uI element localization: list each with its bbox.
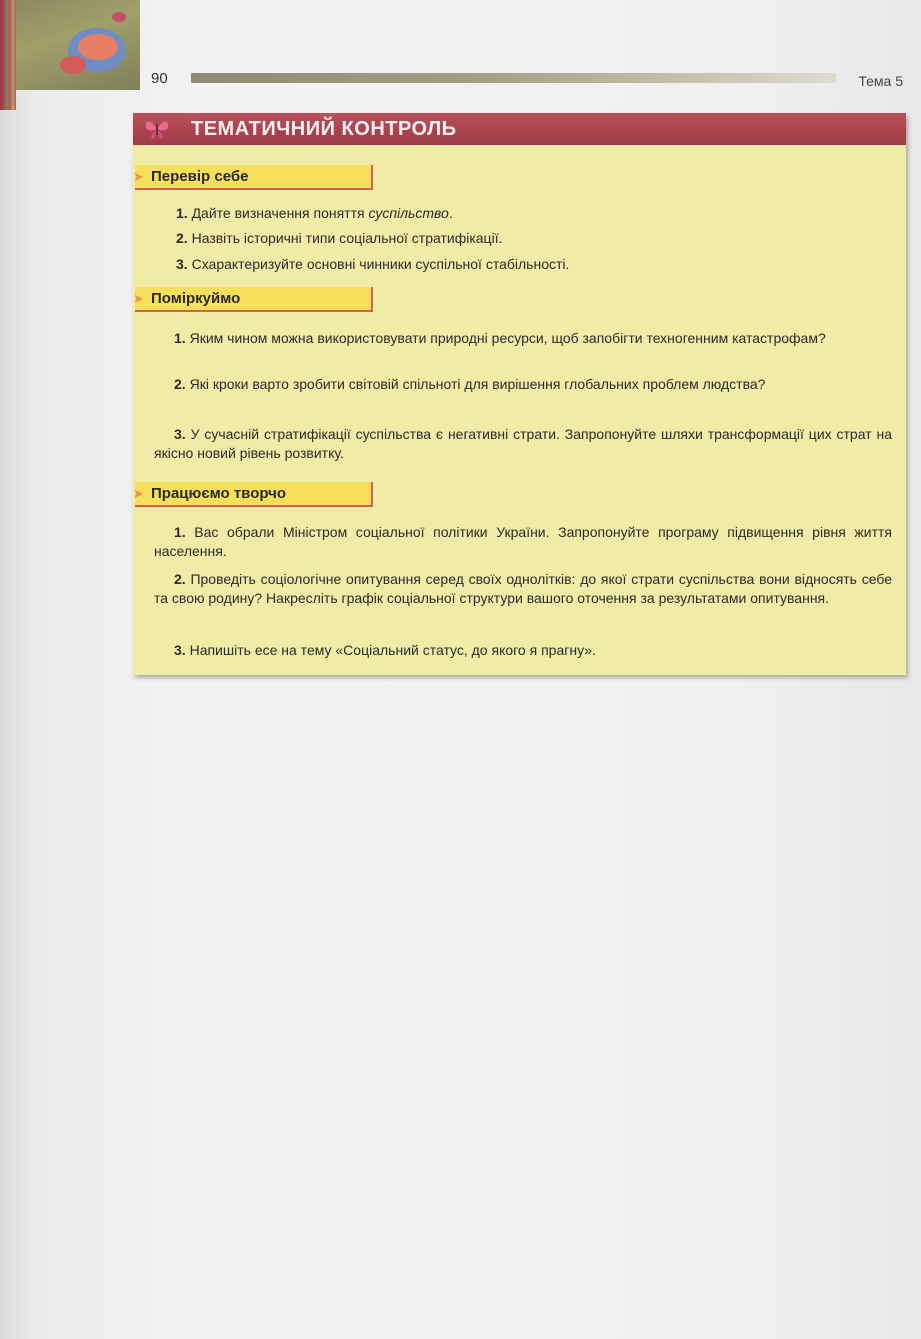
question-text: Схарактеризуйте основні чинники суспільної стабільності. (191, 256, 570, 272)
question-item (176, 229, 876, 248)
topic-label: Тема 5 (858, 73, 903, 89)
question-text: Які кроки варто зробити світовій спільноті для вирішення глобальних проблем людства? (189, 376, 766, 392)
question-number: 3. (174, 642, 186, 658)
question-number: 2. (176, 230, 188, 246)
question-text-tail: . (448, 205, 453, 221)
section-label: Працюємо творчо (151, 485, 287, 502)
question-item (154, 570, 892, 608)
question-item (154, 523, 892, 561)
section-arrow-icon: ➤ (133, 291, 144, 306)
question-text: Дайте визначення поняття (191, 205, 369, 221)
section-label: Перевір себе (151, 168, 249, 185)
question-text: Проведіть соціологічне опитування серед своїх однолітків: до якої страти суспільства вони відносять себе та свою родину? Накресліть графік соціальної структури вашого оточення за результатами опитування. (154, 571, 893, 606)
page-number: 90 (151, 70, 168, 87)
question-number: 2. (174, 376, 186, 392)
question-text: Напишіть есе на тему «Соціальний статус, до якого я прагну». (189, 642, 596, 658)
section-arrow-icon: ➤ (133, 169, 144, 184)
question-text: Назвіть історичні типи соціальної стратифікації. (191, 230, 503, 246)
illustration-shape (112, 12, 126, 22)
question-number: 1. (174, 330, 186, 346)
question-item (154, 329, 892, 348)
question-item (154, 375, 892, 394)
illustration-shape (60, 56, 86, 74)
question-text: У сучасній стратифікації суспільства є негативні страти. Запропонуйте шляхи трансформації цих страт на якісно новий рівень розвитку. (154, 426, 892, 461)
question-emphasis: суспільство (368, 205, 449, 221)
question-number: 3. (174, 426, 186, 442)
section-tag-lets-think (135, 287, 373, 312)
section-label: Поміркуймо (151, 290, 241, 307)
question-number: 3. (176, 256, 188, 272)
section-arrow-icon: ➤ (133, 486, 144, 501)
thematic-control-panel (133, 113, 906, 675)
question-item (154, 425, 892, 463)
question-text: Яким чином можна використовувати природні ресурси, щоб запобігти техногенним катастрофам? (189, 330, 826, 346)
question-item (176, 204, 876, 223)
header-rule (191, 73, 836, 83)
question-number: 1. (176, 205, 188, 221)
question-item (176, 255, 876, 274)
book-spine-strip (0, 0, 16, 110)
panel-title-bar (133, 113, 906, 145)
section-tag-creative-work (135, 482, 373, 507)
question-number: 1. (174, 524, 186, 540)
illustration-shape (78, 34, 118, 60)
corner-illustration (16, 0, 140, 90)
section-tag-check-yourself (135, 165, 373, 190)
question-text: Вас обрали Міністром соціальної політики України. Запропонуйте програму підвищення рівня життя населення. (154, 524, 893, 559)
question-item (154, 641, 892, 660)
butterfly-icon (143, 118, 171, 140)
question-number: 2. (174, 571, 186, 587)
panel-title: ТЕМАТИЧНИЙ КОНТРОЛЬ (191, 118, 457, 140)
